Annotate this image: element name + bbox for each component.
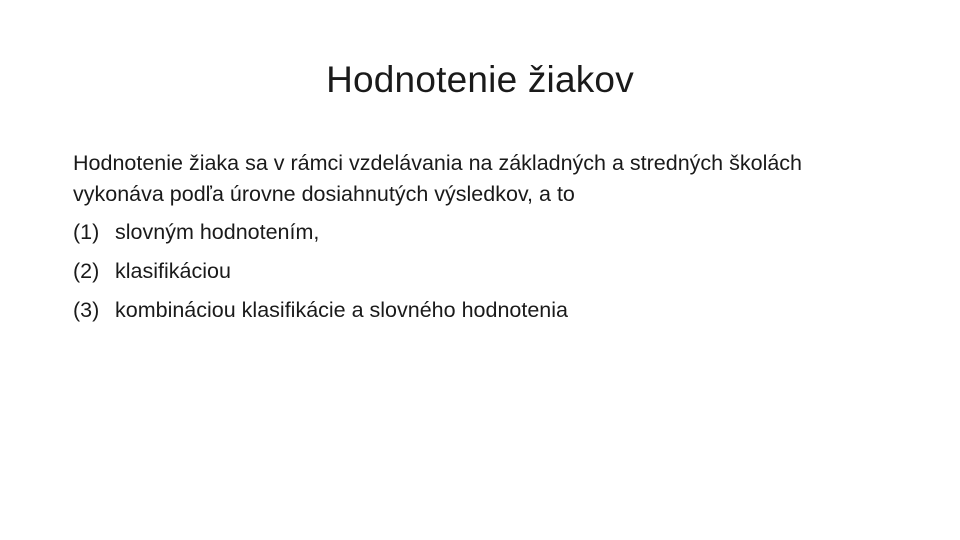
list-item	[73, 291, 873, 330]
list-item-marker: (3)	[73, 298, 100, 322]
slide-body	[73, 146, 873, 330]
numbered-list	[73, 213, 873, 330]
list-item	[73, 213, 873, 252]
intro-paragraph: Hodnotenie žiaka sa v rámci vzdelávania na základných a stredných školách vykonáva podľa úrovne dosiahnutých výsledkov, a to	[73, 151, 803, 206]
list-item-marker: (2)	[73, 259, 100, 283]
list-item-text: klasifikáciou	[115, 259, 231, 283]
slide-title: Hodnotenie žiakov	[326, 59, 634, 100]
list-item-marker: (1)	[73, 220, 100, 244]
list-item-text: kombináciou klasifikácie a slovného hodnotenia	[115, 298, 568, 322]
list-item	[73, 252, 873, 291]
list-item-text: slovným hodnotením,	[115, 220, 320, 244]
